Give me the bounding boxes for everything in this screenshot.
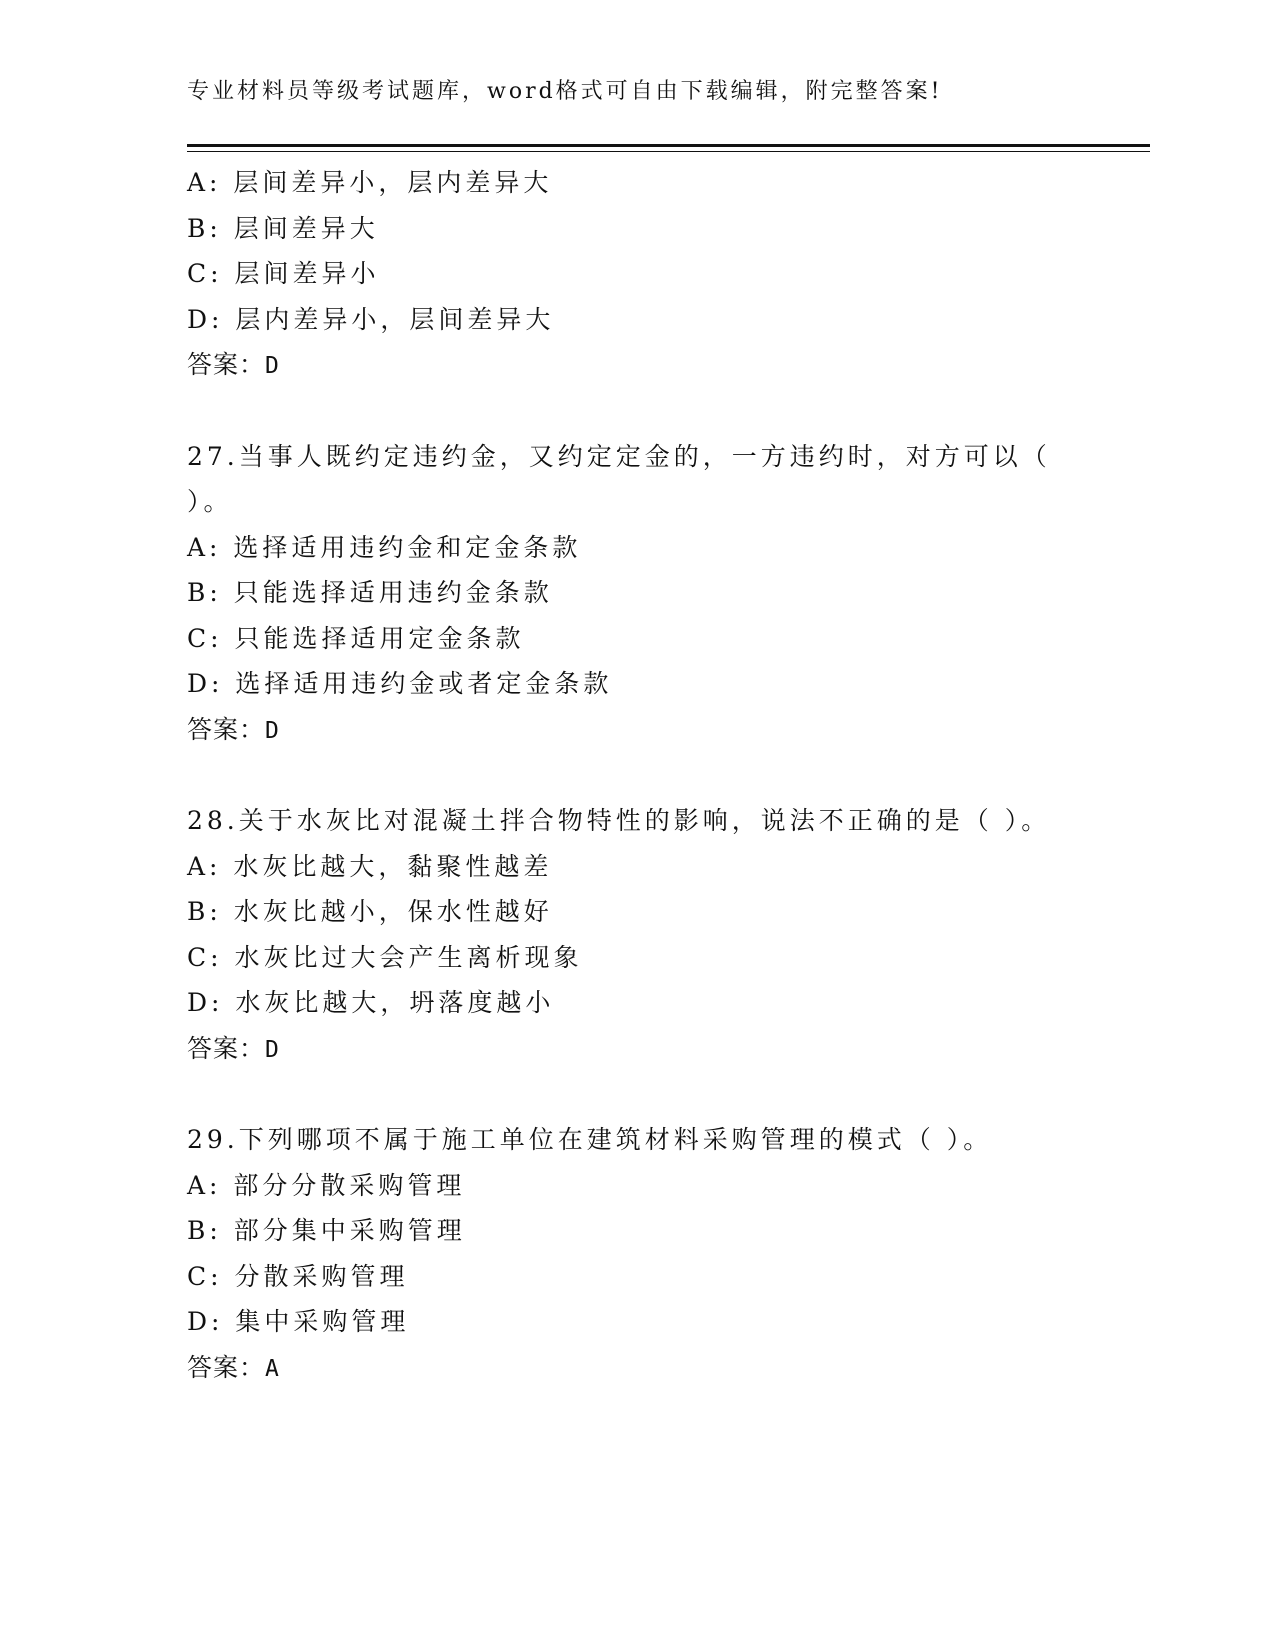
option-c: C: 层间差异小: [187, 259, 380, 288]
answer-line: [187, 342, 1067, 388]
question-stem: 27.当事人既约定违约金，又约定定金的，一方违约时，对方可以（: [187, 441, 1051, 471]
option-b: B: 部分集中采购管理: [187, 1216, 466, 1245]
answer-value: A: [265, 1355, 280, 1382]
answer-label: 答案：: [187, 1033, 266, 1063]
answer-line: [187, 1026, 1067, 1072]
question-27-block: [187, 434, 1067, 753]
option-a: A: 部分分散采购管理: [187, 1170, 466, 1200]
answer-value: D: [265, 717, 280, 744]
option-c: C: 只能选择适用定金条款: [187, 623, 525, 653]
answer-value: D: [265, 353, 280, 379]
question-stem: 28.关于水灰比对混凝土拌合物特性的影响，说法不正确的是（ ）。: [187, 806, 1051, 835]
option-d: D: 层内差异小，层间差异大: [187, 304, 555, 334]
option-a: A: 水灰比越大，黏聚性越差: [187, 851, 553, 881]
spacer: [187, 1071, 1067, 1117]
answer-value: D: [265, 1036, 280, 1063]
option-b: B: 只能选择适用违约金条款: [187, 578, 553, 607]
option-c: C: 水灰比过大会产生离析现象: [187, 942, 583, 972]
question-stem-continuation: ）。: [187, 487, 233, 516]
question-26-block: [187, 160, 1067, 388]
answer-line: [187, 1345, 1067, 1391]
option-a: A: 层间差异小，层内差异大: [187, 168, 553, 197]
spacer: [187, 752, 1067, 798]
question-29-block: [187, 1117, 1067, 1390]
question-28-block: [187, 798, 1067, 1071]
option-b: B: 水灰比越小，保水性越好: [187, 897, 553, 926]
question-stem: 29.下列哪项不属于施工单位在建筑材料采购管理的模式（ ）。: [187, 1125, 993, 1154]
answer-label: 答案：: [187, 350, 266, 379]
page-header-text: 专业材料员等级考试题库，word格式可自由下载编辑，附完整答案!: [187, 79, 943, 104]
option-c: C: 分散采购管理: [187, 1261, 409, 1291]
question-content: [187, 160, 1067, 1390]
answer-line: [187, 707, 1067, 753]
option-b: B: 层间差异大: [187, 213, 379, 243]
option-d: D: 选择适用违约金或者定金条款: [187, 669, 613, 698]
option-d: D: 集中采购管理: [187, 1307, 410, 1336]
option-d: D: 水灰比越大，坍落度越小: [187, 988, 555, 1017]
spacer: [187, 388, 1067, 434]
header-divider: [187, 144, 1150, 152]
answer-label: 答案：: [187, 1352, 266, 1382]
answer-label: 答案：: [187, 714, 266, 744]
option-a: A: 选择适用违约金和定金条款: [187, 532, 582, 562]
